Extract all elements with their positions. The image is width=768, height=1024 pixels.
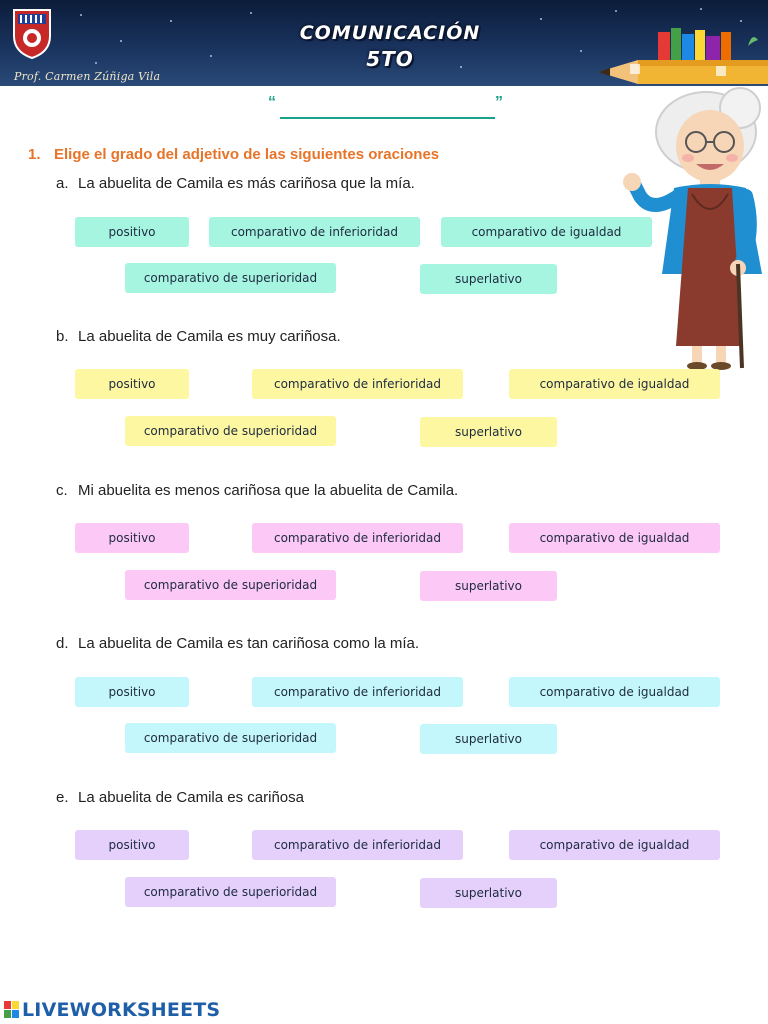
option-comparativo-igualdad[interactable]: comparativo de igualdad [509,677,720,707]
option-comparativo-inferioridad[interactable]: comparativo de inferioridad [252,369,463,399]
option-comparativo-superioridad[interactable]: comparativo de superioridad [125,877,336,907]
sentence-c [56,482,458,499]
option-comparativo-superioridad[interactable]: comparativo de superioridad [125,416,336,446]
option-comparativo-igualdad[interactable]: comparativo de igualdad [509,523,720,553]
option-superlativo[interactable]: superlativo [420,878,557,908]
option-comparativo-inferioridad[interactable]: comparativo de inferioridad [252,677,463,707]
option-comparativo-inferioridad[interactable]: comparativo de inferioridad [209,217,420,247]
option-comparativo-igualdad[interactable]: comparativo de igualdad [441,217,652,247]
title-answer-line[interactable] [280,117,495,119]
option-comparativo-inferioridad[interactable]: comparativo de inferioridad [252,830,463,860]
option-positivo[interactable]: positivo [75,523,189,553]
footer-text: LIVEWORKSHEETS [22,999,221,1021]
option-superlativo[interactable]: superlativo [420,724,557,754]
option-positivo[interactable]: positivo [75,217,189,247]
liveworksheets-logo-icon [4,1001,20,1019]
sentence-text: La abuelita de Camila es cariñosa [78,789,304,806]
books-pencil-icon [598,24,768,86]
option-comparativo-superioridad[interactable]: comparativo de superioridad [125,263,336,293]
option-comparativo-igualdad[interactable]: comparativo de igualdad [509,369,720,399]
quote-close: ” [495,94,503,111]
sentence-e [56,789,304,806]
option-comparativo-igualdad[interactable]: comparativo de igualdad [509,830,720,860]
question-heading [28,146,439,163]
sentence-text: Mi abuelita es menos cariñosa que la abuelita de Camila. [78,482,459,499]
option-positivo[interactable]: positivo [75,677,189,707]
sentence-text: La abuelita de Camila es muy cariñosa. [78,328,341,345]
option-superlativo[interactable]: superlativo [420,417,557,447]
sentence-letter: a. [56,175,69,192]
teacher-name: Prof. Carmen Zúñiga Vila [14,70,161,83]
quote-open: “ [268,94,276,111]
question-instruction: Elige el grado del adjetivo de las siguientes oraciones [54,146,440,163]
option-positivo[interactable]: positivo [75,369,189,399]
sentence-text: La abuelita de Camila es tan cariñosa como la mía. [78,635,420,652]
option-superlativo[interactable]: superlativo [420,264,557,294]
option-superlativo[interactable]: superlativo [420,571,557,601]
sentence-d [56,635,419,652]
option-comparativo-superioridad[interactable]: comparativo de superioridad [125,570,336,600]
sentence-letter: b. [56,328,69,345]
sentence-letter: e. [56,789,69,806]
option-comparativo-inferioridad[interactable]: comparativo de inferioridad [252,523,463,553]
grade-title: 5TO [366,47,414,71]
subject-title: COMUNICACIÓN [299,22,481,44]
option-comparativo-superioridad[interactable]: comparativo de superioridad [125,723,336,753]
header-banner [0,0,768,86]
sentence-text: La abuelita de Camila es más cariñosa que la mía. [78,175,415,192]
question-number: 1. [28,146,41,163]
sentence-a [56,175,415,192]
option-positivo[interactable]: positivo [75,830,189,860]
footer-brand[interactable] [4,999,220,1021]
sentence-letter: c. [56,482,68,499]
sentence-letter: d. [56,635,69,652]
sentence-b [56,328,341,345]
